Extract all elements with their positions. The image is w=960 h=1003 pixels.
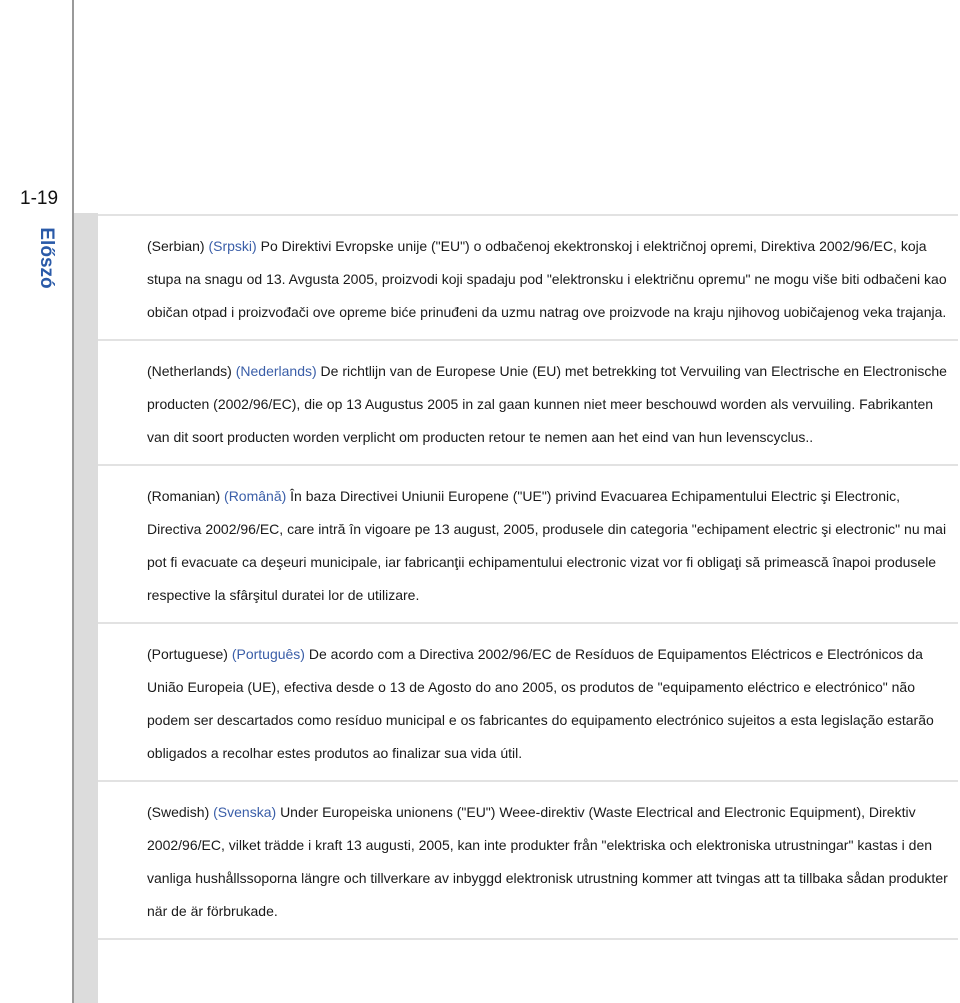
language-block-portuguese — [98, 624, 958, 782]
language-block-romanian — [98, 466, 958, 624]
language-native-name: (Srpski) — [208, 238, 257, 254]
language-block-serbian — [98, 214, 958, 341]
section-label: Előszó — [36, 227, 57, 289]
document-body — [98, 214, 958, 940]
paragraph-text: De richtlijn van de Europese Unie (EU) met betrekking tot Vervuiling van Electrische en Electronische producten (2002/96/EC), die op 13 Augustus 2005 in zal gaan kunnen niet meer beschouwd worden als vervuiling. Fabrikanten van dit soort producten worden verplicht om producten retour te nemen aan het eind van hun levenscyclus.. — [147, 363, 947, 445]
language-block-swedish — [98, 782, 958, 940]
language-name: (Swedish) — [147, 804, 210, 820]
paragraph-text: De acordo com a Directiva 2002/96/EC de Resíduos de Equipamentos Eléctricos e Electrónicos da União Europeia (UE), efectiva desde o 13 de Agosto do ano 2005, os produtos de "equipamento eléctrico e electrónico" não podem ser descartados como resíduo municipal e os fabricantes do equipamento electrónico sujeitos a esta legislação estarão obligados a recolhar estes produtos ao finalizar sua vida útil. — [147, 646, 934, 761]
language-native-name: (Română) — [224, 488, 287, 504]
paragraph-text: Under Europeiska unionens ("EU") Weee-direktiv (Waste Electrical and Electronic Equipment), Direktiv 2002/96/EC, vilket trädde i kraft 13 augusti, 2005, kan inte produkter från "elektriska och elektroniska utrustningar" kastas i den vanliga hushållssoporna längre och tillverkare av inbyggd elektronisk utrustning kommer att tvingas att ta tillbaka sådan produkter när de är förbrukade. — [147, 804, 948, 919]
side-band — [74, 213, 98, 1003]
paragraph — [147, 480, 958, 612]
language-name: (Serbian) — [147, 238, 205, 254]
language-name: (Netherlands) — [147, 363, 232, 379]
language-native-name: (Svenska) — [213, 804, 277, 820]
page-number: 1-19 — [20, 188, 59, 209]
language-name: (Romanian) — [147, 488, 221, 504]
language-native-name: (Português) — [231, 646, 305, 662]
paragraph-text: Po Direktivi Evropske unije ("EU") o odbačenoj ekektronskoj i električnoj opremi, Direktiva 2002/96/EC, koja stupa na snagu od 13. Avgusta 2005, proizvodi koji spadaju pod "elektronsku i električnu opremu" ne mogu više biti odbačeni kao običan otpad i proizvođači ove opreme biće prinuđeni da uzmu natrag ove proizvode na kraju njihovog uobičajenog veka trajanja. — [147, 238, 947, 320]
language-native-name: (Nederlands) — [235, 363, 317, 379]
paragraph — [147, 230, 958, 329]
paragraph — [147, 796, 958, 928]
language-block-dutch — [98, 341, 958, 466]
paragraph — [147, 355, 958, 454]
language-name: (Portuguese) — [147, 646, 228, 662]
paragraph-text: În baza Directivei Uniunii Europene ("UE") privind Evacuarea Echipamentului Electric şi Electronic, Directiva 2002/96/EC, care intră în vigoare pe 13 august, 2005, produsele din categoria "echipament electric şi electronic" nu mai pot fi evacuate ca deşeuri municipale, iar fabricanţii echipamentului electronic vizat vor fi obligaţi să primească înapoi produsele respective la sfârşitul duratei lor de utilizare. — [147, 488, 947, 603]
paragraph — [147, 638, 958, 770]
